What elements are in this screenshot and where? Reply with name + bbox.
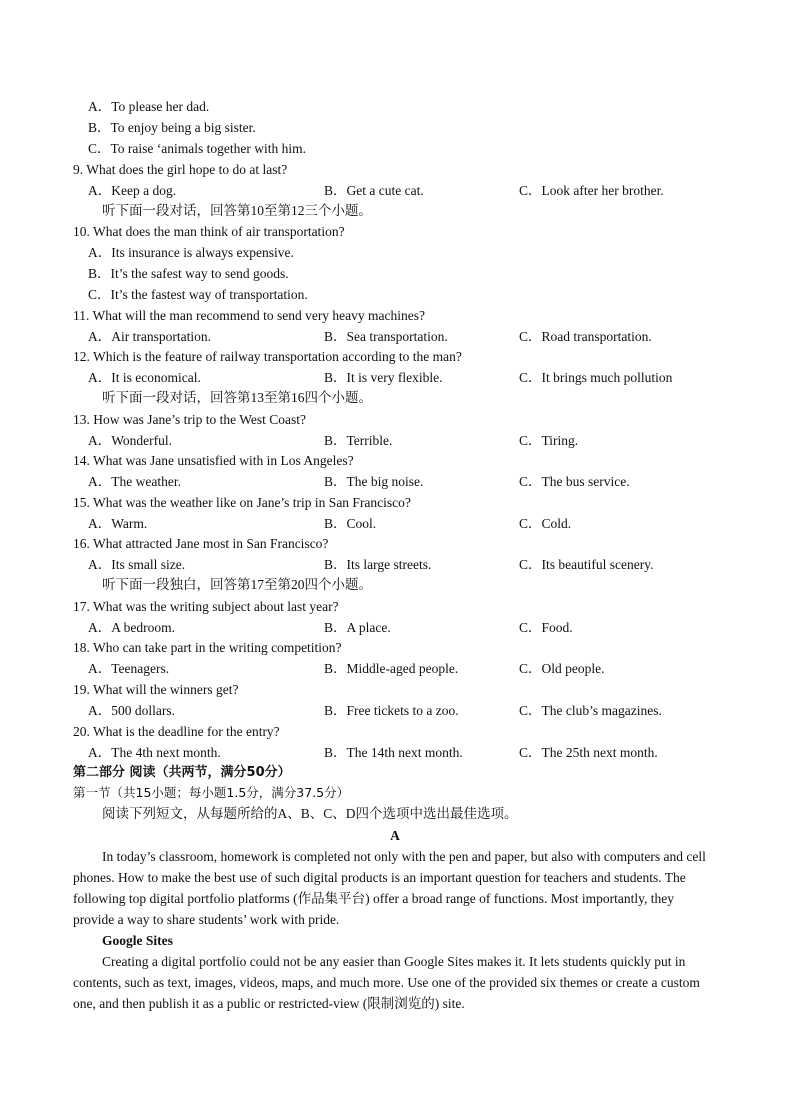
- text-line: A．Keep a dog.: [88, 183, 177, 198]
- text-line: A．The 4th next month.: [88, 745, 221, 760]
- text-line: C．It’s the fastest way of transportation.: [88, 287, 308, 302]
- text-line: B．Middle-aged people.: [324, 661, 459, 676]
- text-line: C．Old people.: [519, 661, 605, 676]
- text-line: A．Air transportation.: [88, 329, 211, 344]
- text-line: A．Wonderful.: [88, 433, 173, 448]
- text-line: C．Food.: [519, 620, 573, 635]
- text-line: B．Get a cute cat.: [324, 183, 424, 198]
- text-line: B．The 14th next month.: [324, 745, 463, 760]
- text-line: A．It is economical.: [88, 370, 201, 385]
- text-line: A．Its small size.: [88, 557, 186, 572]
- text-line: A．Teenagers.: [88, 661, 170, 676]
- text-line: A．A bedroom.: [88, 620, 175, 635]
- text-line: 第一节（共15小题；每小题1.5分，满分37.5分）: [73, 785, 350, 800]
- text-line: B．Its large streets.: [324, 557, 432, 572]
- text-line: 18. Who can take part in the writing competition?: [73, 640, 342, 655]
- text-line: C．The 25th next month.: [519, 745, 658, 760]
- text-line: Google Sites: [102, 933, 173, 948]
- text-line: A: [390, 828, 400, 843]
- text-line: C．Tiring.: [519, 433, 579, 448]
- text-line: A．The weather.: [88, 474, 181, 489]
- text-line: C．To raise ‘animals together with him.: [88, 141, 307, 156]
- text-line: C．Road transportation.: [519, 329, 652, 344]
- text-line: 15. What was the weather like on Jane’s trip in San Francisco?: [73, 495, 411, 510]
- text-line: 听下面一段独白，回答第17至第20四个小题。: [102, 577, 372, 592]
- text-line: 17. What was the writing subject about last year?: [73, 599, 339, 614]
- text-line: 11. What will the man recommend to send very heavy machines?: [73, 308, 426, 323]
- text-line: 19. What will the winners get?: [73, 682, 239, 697]
- text-line: C．The bus service.: [519, 474, 630, 489]
- text-line: 20. What is the deadline for the entry?: [73, 724, 280, 739]
- text-line: C．It brings much pollution: [519, 370, 673, 385]
- text-line: 听下面一段对话，回答第13至第16四个小题。: [102, 390, 372, 405]
- text-line: A．Its insurance is always expensive.: [88, 245, 294, 260]
- passage-paragraph: In today’s classroom, homework is completed not only with the pen and paper, but also with computers and cell phones. How to make the best use of such digital products is an important question for teachers and students. The following top digital portfolio platforms (作品集平台) offer a broad range of functions. Most importantly, they provide a way to share students’ work with pride.: [73, 849, 706, 927]
- text-line: 9. What does the girl hope to do at last?: [73, 162, 288, 177]
- text-line: 10. What does the man think of air transportation?: [73, 224, 345, 239]
- text-line: C．Its beautiful scenery.: [519, 557, 654, 572]
- text-line: 第二部分 阅读（共两节，满分50分）: [73, 765, 291, 780]
- text-line: B．Free tickets to a zoo.: [324, 703, 459, 718]
- text-line: C．Look after her brother.: [519, 183, 664, 198]
- text-line: A．To please her dad.: [88, 99, 210, 114]
- text-line: 听下面一段对话，回答第10至第12三个小题。: [102, 203, 372, 218]
- text-line: B．To enjoy being a big sister.: [88, 120, 256, 135]
- passage-paragraph: Creating a digital portfolio could not be any easier than Google Sites makes it. It lets students quickly put in contents, such as text, images, videos, maps, and much more. Use one of the provided six themes or create a custom one, and then publish it as a public or restricted-view (限制浏览的) site.: [73, 954, 700, 1011]
- text-line: B．Terrible.: [324, 433, 393, 448]
- text-line: B．It’s the safest way to send goods.: [88, 266, 289, 281]
- text-line: A．500 dollars.: [88, 703, 175, 718]
- text-line: B．Sea transportation.: [324, 329, 448, 344]
- text-line: B．It is very flexible.: [324, 370, 443, 385]
- text-line: A．Warm.: [88, 516, 148, 531]
- text-line: 阅读下列短文，从每题所给的A、B、C、D四个选项中选出最佳选项。: [102, 806, 518, 821]
- text-line: 12. Which is the feature of railway transportation according to the man?: [73, 349, 462, 364]
- text-line: B．A place.: [324, 620, 391, 635]
- text-line: 16. What attracted Jane most in San Francisco?: [73, 536, 329, 551]
- text-line: C．The club’s magazines.: [519, 703, 662, 718]
- text-line: 13. How was Jane’s trip to the West Coast?: [73, 412, 307, 427]
- text-line: C．Cold.: [519, 516, 572, 531]
- text-line: B．The big noise.: [324, 474, 424, 489]
- text-line: B．Cool.: [324, 516, 377, 531]
- text-line: 14. What was Jane unsatisfied with in Los Angeles?: [73, 453, 354, 468]
